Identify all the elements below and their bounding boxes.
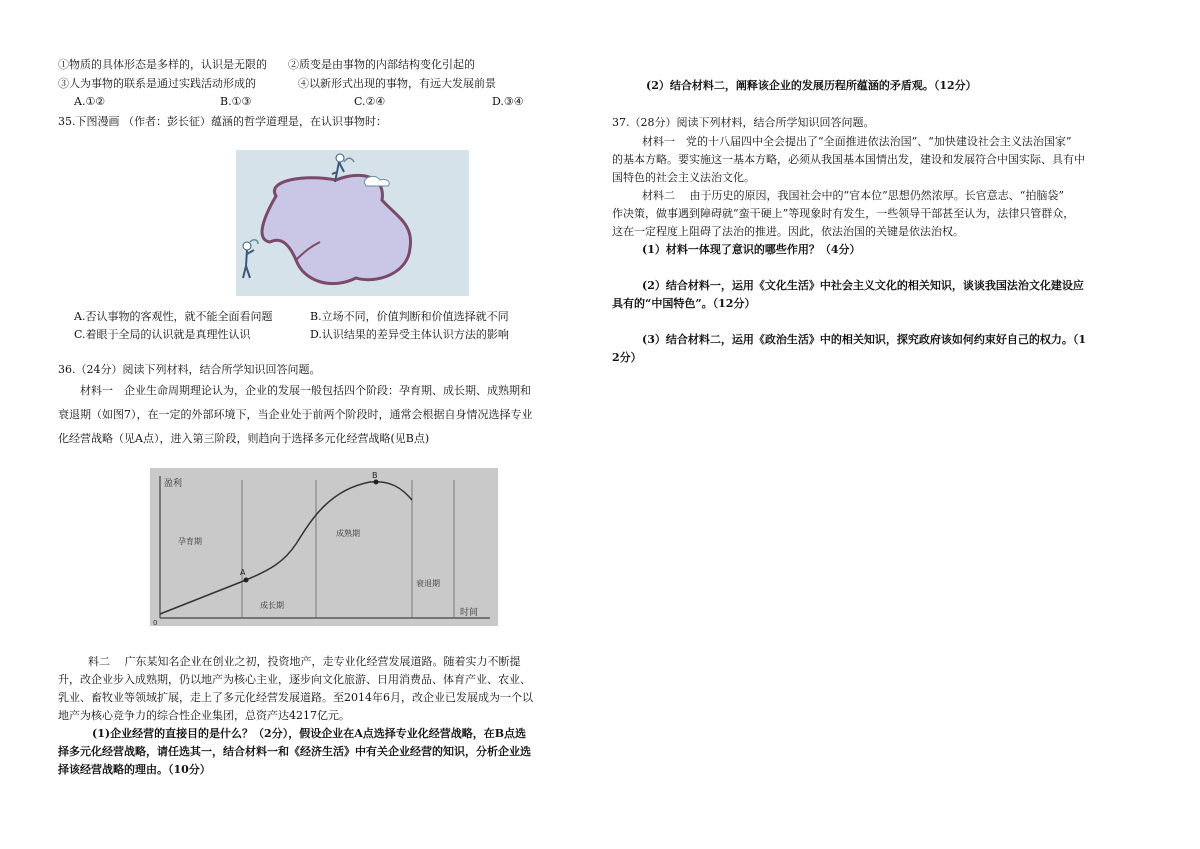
q37-material2-line3: 这在一定程度上阻碍了法治的推进。因此，依法治国的关键是依法治权。	[612, 225, 964, 238]
q34-choice-b: B.①③	[220, 95, 252, 108]
q36-material2-line4: 地产为核心竞争力的综合性企业集团，总资产达4217亿元。	[58, 709, 350, 722]
q34-choice-a: A.①②	[74, 95, 106, 108]
q34-choice-c: C.②④	[354, 95, 386, 108]
q35-choice-b: B.立场不同，价值判断和价值选择就不同	[310, 310, 509, 323]
q36-stem: 36.（24分）阅读下列材料，结合所学知识回答问题。	[58, 363, 321, 376]
chart-stage-2: 成长期	[260, 601, 284, 610]
chart-point-b: B	[372, 471, 378, 480]
q37-material1-line3: 国特色的社会主义法治文化。	[612, 171, 755, 184]
q37-material1-line2: 的基本方略。要实施这一基本方略，必须从我国基本国情出发，建设和发展符合中国实际、具有中	[612, 153, 1085, 166]
q36-material1-line3: 化经营战略（见A点），进入第三阶段，则趋向于选择多元化经营战略(见B点)	[58, 432, 430, 445]
q37-sub2-line2: 具有的“中国特色”。（12分）	[612, 297, 756, 310]
chart-y-label: 盈利	[164, 479, 183, 489]
q36-material2-line1: 料二 广东某知名企业在创业之初，投资地产，走专业化经营发展道路。随着实力不断提	[88, 655, 521, 668]
q36-sub1-line3: 择该经营战略的理由。（10分）	[58, 763, 211, 776]
chart-point-a: A	[240, 568, 246, 577]
q37-material2-line1: 材料二 由于历史的原因，我国社会中的“官本位”思想仍然浓厚。长官意志、“拍脑袋”	[642, 189, 1064, 202]
q36-material2-line3: 乳业、畜牧业等领域扩展，走上了多元化经营发展道路。至2014年6月，改企业已发展成为一个以	[58, 691, 533, 704]
q36-material1-line1: 材料一 企业生命周期理论认为，企业的发展一般包括四个阶段：孕育期、成长期、成熟期和	[80, 384, 531, 397]
q37-sub1: (1）材料一体现了意识的哪些作用？（4分）	[642, 243, 861, 256]
q37-sub2-line1: (2）结合材料一，运用《文化生活》中社会主义文化的相关知识，谈谈我国法治文化建设应	[642, 279, 1084, 292]
q36-material1-line2: 衰退期（如图7），在一定的外部环境下，当企业处于前两个阶段时，通常会根据自身情况选择专业	[58, 408, 533, 421]
q35-stem: 35.下图漫画 （作者：彭长征）蕴涵的哲学道理是，在认识事物时：	[58, 115, 387, 128]
cartoon-illustration	[236, 150, 469, 296]
q37-material2-line2: 作决策，做事遇到障碍就“蛮干硬上”等现象时有发生，一些领导干部甚至认为，法律只管群众，	[612, 207, 1075, 220]
q34-option-4: ④以新形式出现的事物，有远大发展前景	[298, 77, 496, 90]
chart-stage-4: 衰退期	[416, 579, 440, 588]
q37-sub3-line2: 2分）	[612, 351, 642, 364]
chart-stage-1: 孕育期	[178, 537, 202, 546]
enterprise-lifecycle-chart	[150, 468, 498, 626]
q34-option-2: ②质变是由事物的内部结构变化引起的	[288, 58, 475, 71]
chart-stage-3: 成熟期	[336, 529, 360, 538]
q34-option-3: ③人为事物的联系是通过实践活动形成的	[58, 77, 256, 90]
q36-sub1-line1: (1)企业经营的直接目的是什么？（2分），假设企业在A点选择专业化经营战略，在B点选	[92, 727, 527, 740]
q35-choice-a: A.否认事物的客观性，就不能全面看问题	[74, 310, 273, 323]
q34-option-1: ①物质的具体形态是多样的，认识是无限的	[58, 58, 267, 71]
q36-material2-line2: 升，改企业步入成熟期，仍以地产为核心主业，逐步向文化旅游、日用消费品、体育产业、农业、	[58, 673, 531, 686]
q37-material1-line1: 材料一 党的十八届四中全会提出了“全面推进依法治国”、“加快建设社会主义法治国家”	[642, 135, 1072, 148]
q37-stem: 37.（28分）阅读下列材料，结合所学知识回答问题。	[612, 116, 875, 129]
q34-choice-d: D.③④	[492, 95, 524, 108]
q35-choice-d: D.认识结果的差异受主体认识方法的影响	[310, 328, 509, 341]
q35-choice-c: C.着眼于全局的认识就是真理性认识	[74, 328, 251, 341]
q36-sub1-line2: 择多元化经营战略，请任选其一，结合材料一和《经济生活》中有关企业经营的知识，分析企业选	[58, 745, 531, 758]
chart-origin: 0	[153, 619, 158, 626]
q36-sub2: (2）结合材料二，阐释该企业的发展历程所蕴涵的矛盾观。（12分）	[646, 79, 977, 92]
chart-x-label: 时间	[460, 608, 479, 618]
q37-sub3-line1: (3）结合材料二，运用《政治生活》中的相关知识，探究政府该如何约束好自己的权力。（1	[642, 333, 1087, 346]
